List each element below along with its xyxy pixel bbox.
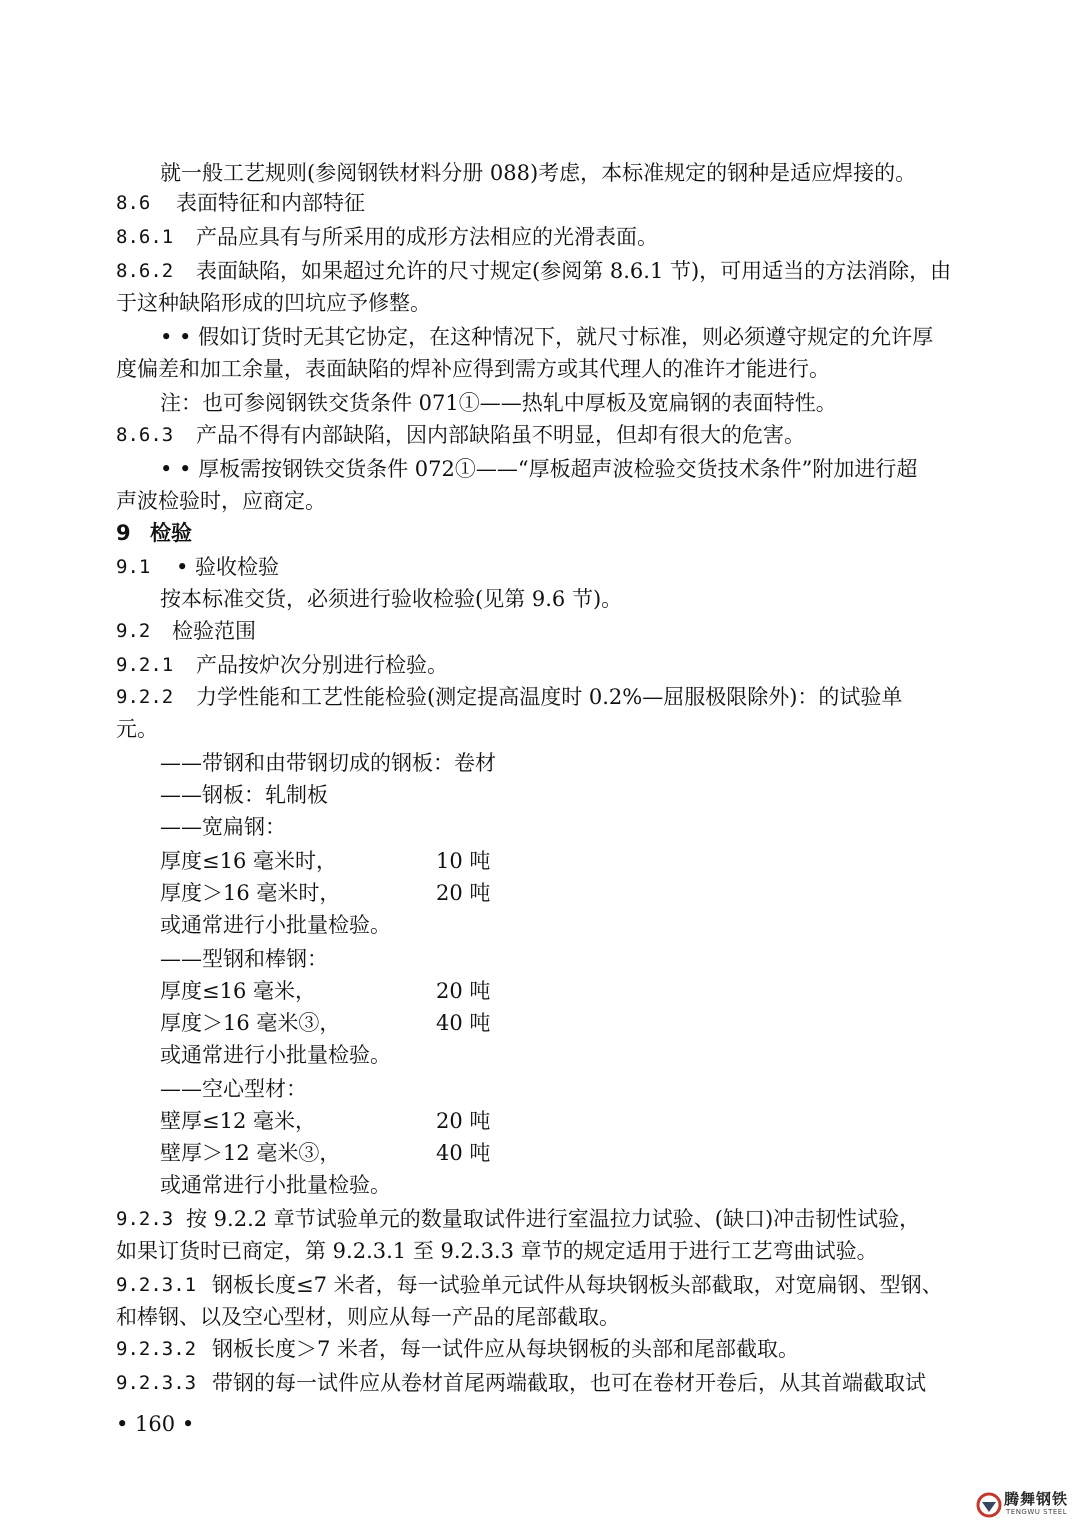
page-number: • 160 •: [116, 1412, 195, 1436]
logo-subtext: TENGWU STEEL: [1006, 1508, 1068, 1516]
logo-icon: [976, 1492, 1002, 1518]
logo-text: 腾舞钢铁: [1004, 1490, 1069, 1508]
document-page: 就一般工艺规则(参阅钢铁材料分册 088)考虑，本标准规定的钢种是适应焊接的。 8.6 表面特征和内部特征 8.6.1 产品应具有与所采用的成形方法相应的光滑表面。 8.6.2 表面缺陷，如果超过允许的尺寸规定(参阅第 8.6.1 节)，可用适当的方法消除，由 于这种缺陷形成的凹坑应予修整。 • • 假如订货时无其它协定，在这种情况下，就尺寸标准，则必须遵守规定的允许厚 度偏差和加工余量，表面缺陷的焊补应得到需方或其代理人的准许才能进行。 注：也可参阅钢铁交货条件 071①——热轧中厚板及宽扁钢的表面特性。 8.6.3 产品不得有内部缺陷，因内部缺陷虽不明显，但却有很大的危害。 • • 厚板需按钢铁交货条件 072①——“厚板超声波检验交货技术条件”附加进行超 声波检验时，应商定。 9 检验 9.1 • 验收检验 按本标准交货，必须进行验收检验(见第 9.6 节)。 9.2 检验范围 9.2.1 产品按炉次分别进行检验。 9.2.2 力学性能和工艺性能检验(测定提高温度时 0.2%—屈服极限除外)：的试验单 元。 ——带钢和由带钢切成的钢板：卷材 ——钢板：轧制板 ——宽扁钢： 厚度≤16 毫米时， 10 吨 厚度＞16 毫米时， 20 吨 或通常进行小批量检验。 ——型钢和棒钢： 厚度≤16 毫米， 20 吨 厚度＞16 毫米③， 40 吨 或通常进行小批量检验。 ——空心型材： 壁厚≤12 毫米， 20 吨 壁厚＞12 毫米③， 40 吨 或通常进行小批量检验。 9.2.3 按 9.2.2 章节试验单元的数量取试件进行室温拉力试验、(缺口)冲击韧性试验， 如果订货时已商定，第 9.2.3.1 至 9.2.3.3 章节的规定适用于进行工艺弯曲试验。 9.2.3.1 钢板长度≤7 米者，每一试验单元试件从每块钢板头部截取，对宽扁钢、型钢、 和棒钢、以及空心型材，则应从每一产品的尾部截取。 9.2.3.2 钢板长度＞7 米者，每一试件应从每块钢板的头部和尾部截取。 9.2.3.3 带钢的每一试件应从卷材首尾两端截取，也可在卷材开卷后，从其首端截取试 • 160 • 腾舞钢铁 TENGWU STEEL: [0, 0, 1092, 1525]
watermark-logo: [976, 1486, 1092, 1525]
